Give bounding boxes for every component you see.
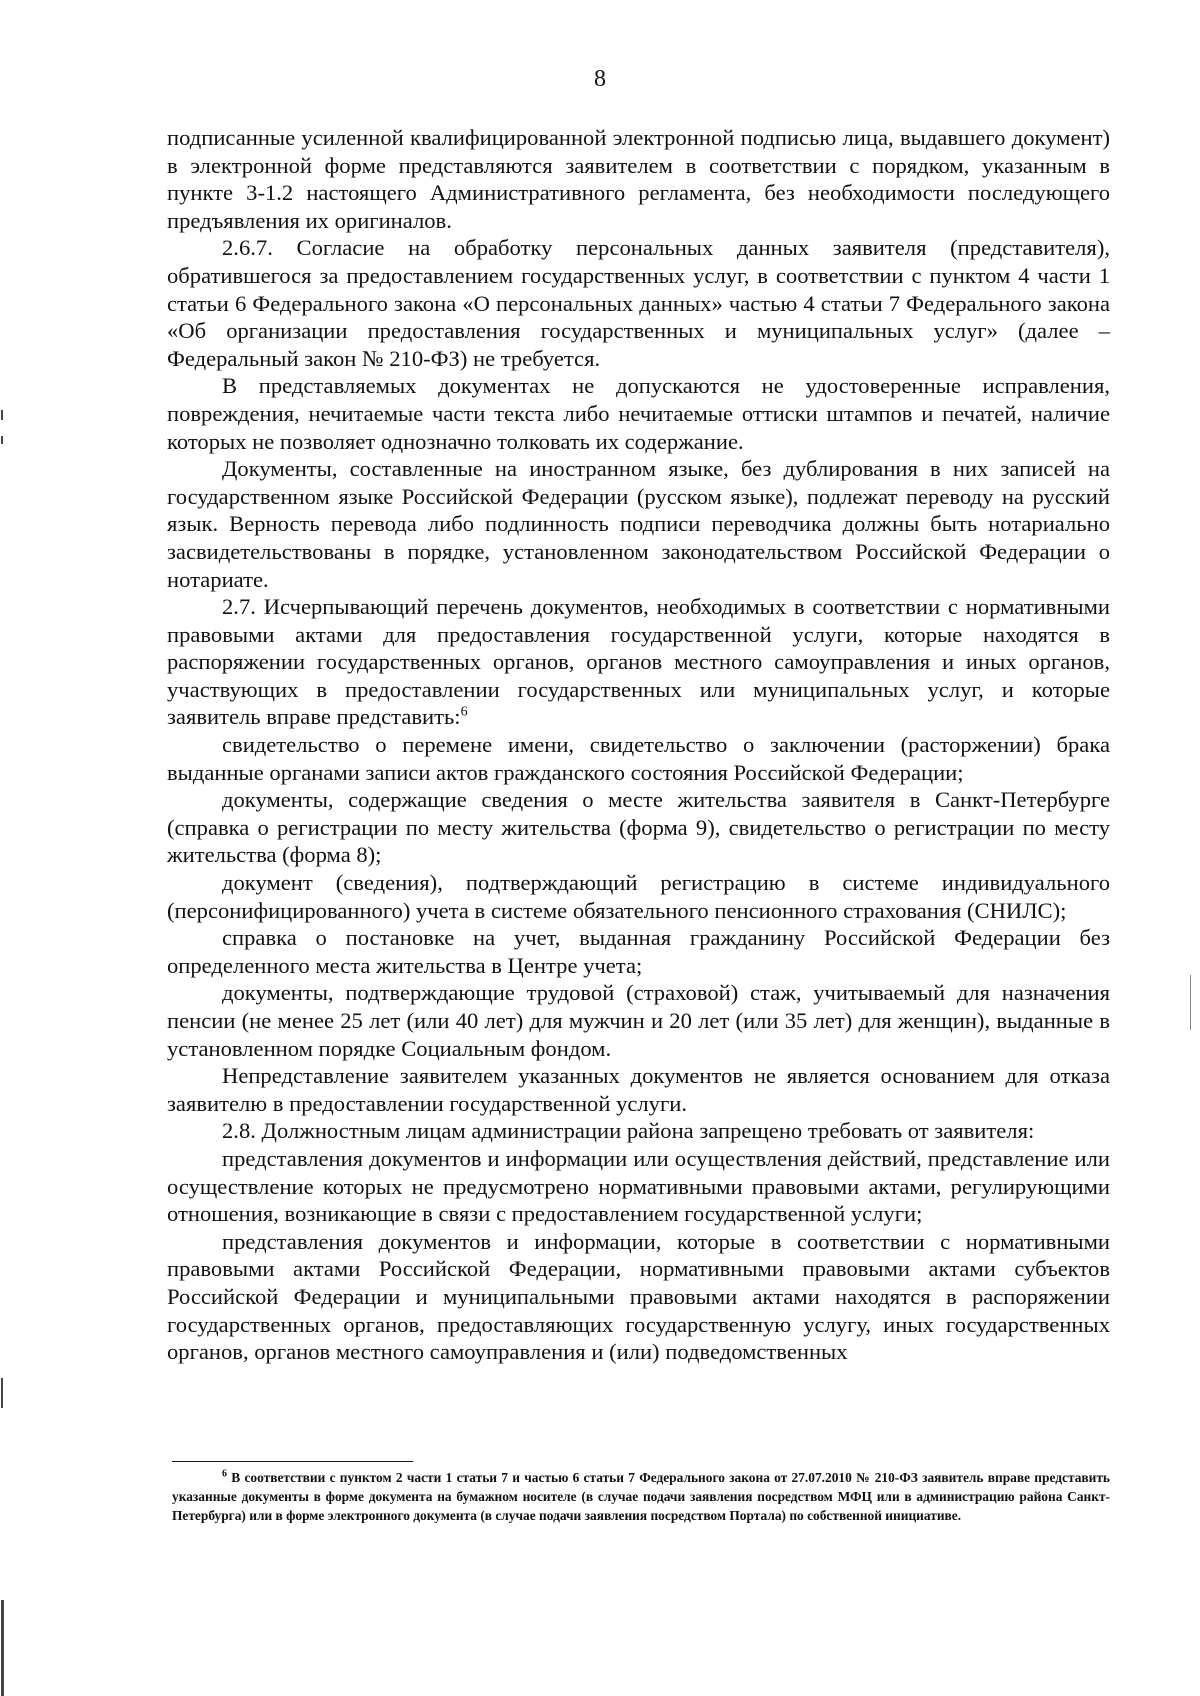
footnote-separator: [172, 1461, 413, 1462]
list-item-name-change: свидетельство о перемене имени, свидетельство о заключении (расторжении) брака выданные органами записи актов гражданского состояния Российской Федерации;: [167, 732, 1110, 785]
scan-edge-mark: [1, 1378, 3, 1408]
list-item-documents-in-possession: представления документов и информации, которые в соответствии с нормативными правовыми актами Российской Федерации, нормативными правовыми актами субъектов Российской Федерации и муниципальными правовыми актами находятся в распоряжении государственных органов, предоставляющих государственную услугу, иных государственных органов, органов местного самоуправления и (или) подведомственных: [167, 1228, 1110, 1365]
footnote-marker: 6: [222, 1468, 227, 1480]
paragraph-foreign-language: Документы, составленные на иностранном языке, без дублирования в них записей на государственном языке Российской Федерации (русском языке), подлежат переводу на русский язык. Верность перевода либо подлинность подписи переводчика должны быть нотариально засвидетельствованы в порядке, установленном законодательством Российской Федерации о нотариате.: [167, 456, 1110, 592]
footnote-reference: 6: [460, 704, 468, 720]
paragraph-continuation: подписанные усиленной квалифицированной электронной подписью лица, выдавшего документ) в электронной форме представляются заявителем в соответствии с порядком, указанным в пункте 3-1.2 настоящего Административного регламента, без необходимости последующего предъявления их оригиналов.: [167, 125, 1110, 233]
list-item-residence: документы, содержащие сведения о месте жительства заявителя в Санкт-Петербурге (справка о регистрации по месту жительства (форма 9), свидетельство о регистрации по месту жительства (форма 8);: [167, 787, 1110, 868]
scan-edge-mark: [1, 436, 3, 444]
scan-edge-mark: [1190, 975, 1191, 1030]
list-item-prohibited-documents: представления документов и информации или осуществления действий, представление или осуществление которых не предусмотрено нормативными правовыми актами, регулирующими отношения, возникающие в связи с предоставлением государственной услуги;: [167, 1145, 1110, 1227]
scan-edge-mark: [1, 1600, 4, 1696]
footnote: [172, 1468, 1110, 1525]
paragraph-non-submission: Непредставление заявителем указанных документов не является основанием для отказа заявителю в предоставлении государственной услуги.: [167, 1063, 1110, 1116]
paragraph-2-6-7: 2.6.7. Согласие на обработку персональных данных заявителя (представителя), обратившегося за предоставлением государственных услуг, в соответствии с пунктом 4 части 1 статьи 6 Федерального закона «О персональных данных» частью 4 статьи 7 Федерального закона «Об организации предоставления государственных и муниципальных услуг» (далее – Федеральный закон № 210-ФЗ) не требуется.: [167, 235, 1110, 371]
list-item-work-experience: документы, подтверждающие трудовой (страховой) стаж, учитываемый для назначения пенсии (не менее 25 лет (или 40 лет) для мужчин и 20 лет (или 35 лет) для женщин), выданные в установленном порядке Социальным фондом.: [167, 980, 1110, 1061]
page-number: 8: [594, 66, 606, 92]
footnote-text: В соответствии с пунктом 2 части 1 статьи 7 и частью 6 статьи 7 Федерального закона от 27.07.2010 № 210-ФЗ заявитель вправе представить указанные документы в форме документа на бумажном носителе (в случае подачи заявления посредством МФЦ или в администрацию района Санкт-Петербурга) или в форме электронного документа (в случае подачи заявления посредством Портала) по собственной инициативе.: [172, 1470, 1110, 1523]
paragraph-corrections: В представляемых документах не допускаются не удостоверенные исправления, повреждения, нечитаемые части текста либо нечитаемые оттиски штампов и печатей, наличие которых не позволяет однозначно толковать их содержание.: [167, 373, 1110, 454]
list-item-registration-certificate: справка о постановке на учет, выданная гражданину Российской Федерации без определенного места жительства в Центре учета;: [167, 925, 1110, 978]
body-text: [167, 124, 1110, 1366]
paragraph-2-8: 2.8. Должностным лицам администрации района запрещено требовать от заявителя:: [222, 1118, 1035, 1144]
paragraph-2-7: [167, 593, 1110, 731]
list-item-snils: документ (сведения), подтверждающий регистрацию в системе индивидуального (персонифицированного) учета в системе обязательного пенсионного страхования (СНИЛС);: [167, 870, 1110, 923]
scan-edge-mark: [1, 410, 3, 420]
paragraph-2-7-text: 2.7. Исчерпывающий перечень документов, необходимых в соответствии с нормативными правовыми актами для предоставления государственной услуги, которые находятся в распоряжении государственных органов, органов местного самоуправления и иных органов, участвующих в предоставлении государственных или муниципальных услуг, и которые заявитель вправе представить:: [167, 594, 1110, 730]
